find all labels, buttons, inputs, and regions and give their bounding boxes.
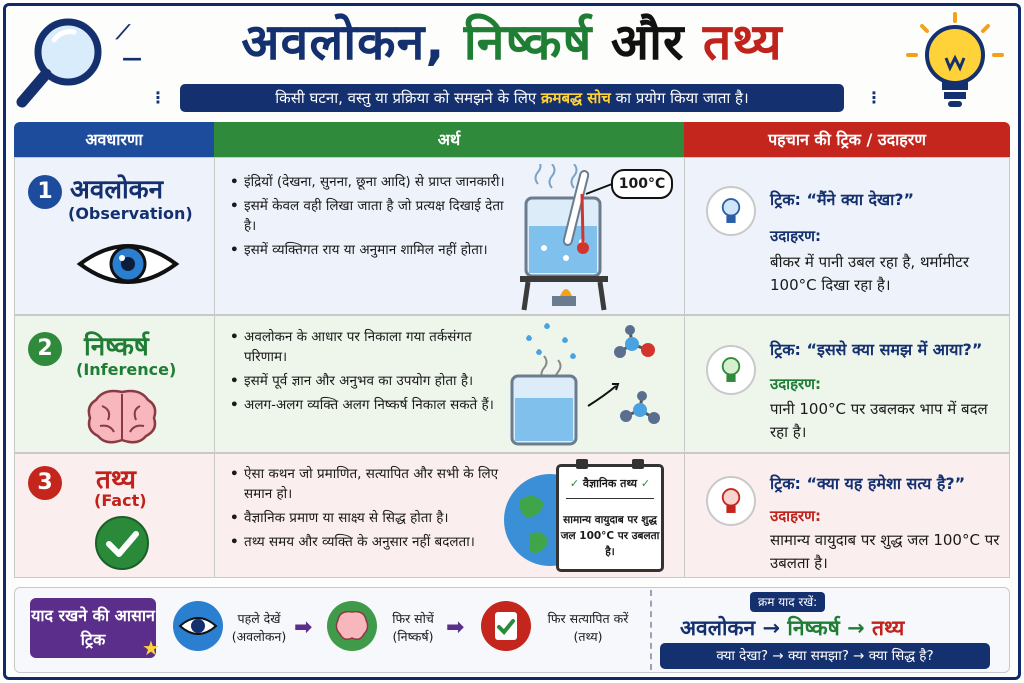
example-text: सामान्य वायुदाब पर शुद्ध जल 100°C पर उबलता है। <box>770 531 1000 572</box>
example-label: उदाहरण: <box>770 507 822 525</box>
clip-icon <box>632 459 644 469</box>
concept-name-en: (Inference) <box>76 360 177 379</box>
beaker-molecule-illustration <box>508 320 678 448</box>
number-badge: 3 <box>28 466 62 500</box>
clipboard-check-step-icon <box>480 600 532 652</box>
example-label: उदाहरण: <box>770 227 822 245</box>
star-icon: ★ <box>142 636 160 660</box>
title-observation: अवलोकन, <box>241 13 446 71</box>
clipboard-divider <box>566 498 654 499</box>
title-and: और <box>610 13 685 71</box>
order-questions: क्या देखा? → क्या समझा? → क्या सिद्ध है? <box>660 643 990 669</box>
bullet-list <box>230 464 505 556</box>
step-label: पहले देखें (अवलोकन) <box>231 611 287 644</box>
deco-lines-icon: ⋮ <box>866 88 882 107</box>
arrow-icon: ➡ <box>294 615 313 640</box>
clipboard-text: सामान्य वायुदाब पर शुद्ध जल 100°C पर उबलता है। <box>560 514 660 558</box>
concept-name: अवलोकन <box>70 175 164 205</box>
arrow-icon: ➡ <box>446 615 465 640</box>
bullet-item: • अलग-अलग व्यक्ति अलग निष्कर्ष निकाल सकते हैं। <box>230 395 505 415</box>
page-title <box>0 6 1024 74</box>
temperature-label: 100°C <box>618 176 666 192</box>
trick-question: ट्रिक: “क्या यह हमेशा सत्य है?” <box>770 474 966 493</box>
title-fact: तथ्य <box>702 13 783 71</box>
order-title: क्रम याद रखें: <box>750 592 825 612</box>
bulb-icon <box>706 476 756 526</box>
order-sequence: अवलोकन → निष्कर्ष → तथ्य <box>680 616 905 640</box>
bullet-list <box>230 172 505 264</box>
step-label: फिर सत्यापित करें (तथ्य) <box>547 611 629 644</box>
step-label: फिर सोचें (निष्कर्ष) <box>392 611 434 644</box>
example-label: उदाहरण: <box>770 375 822 393</box>
trick-question: ट्रिक: “इससे क्या समझ में आया?” <box>770 340 983 359</box>
example-text: बीकर में पानी उबल रहा है, थर्मामीटर 100°C दिखा रहा है। <box>770 253 969 294</box>
checkmark-icon <box>94 515 150 571</box>
concept-name: तथ्य <box>96 465 136 495</box>
bullet-item: • वैज्ञानिक प्रमाण या साक्ष्य से सिद्ध होता है। <box>230 508 505 528</box>
bullet-item: • इसमें व्यक्तिगत राय या अनुमान शामिल नहीं होता। <box>230 240 505 260</box>
brain-step-icon <box>326 600 378 652</box>
trick-question: ट्रिक: “मैंने क्या देखा?” <box>770 190 915 209</box>
concept-name-en: (Observation) <box>68 204 193 223</box>
number-badge: 1 <box>28 175 62 209</box>
bullet-item: • ऐसा कथन जो प्रमाणित, सत्यापित और सभी के लिए समान हो। <box>230 464 505 504</box>
bullet-list <box>230 327 505 419</box>
tip-label: याद रखने की आसान ट्रिक <box>30 598 156 658</box>
brain-icon <box>84 386 160 448</box>
deco-lines-icon: ⋮ <box>150 88 166 107</box>
number-badge: 2 <box>28 332 62 366</box>
title-inference: निष्कर्ष <box>463 13 593 71</box>
eye-icon <box>76 234 180 294</box>
panel-divider <box>650 590 652 670</box>
concept-name-en: (Fact) <box>94 491 147 510</box>
bullet-item: • इंद्रियों (देखना, सुनना, छूना आदि) से प्राप्त जानकारी। <box>230 172 505 192</box>
header-trick: पहचान की ट्रिक / उदाहरण <box>684 122 1010 157</box>
ray-icon: — <box>122 46 142 70</box>
header-concept: अवधारणा <box>14 122 214 157</box>
subtitle-banner: किसी घटना, वस्तु या प्रक्रिया को समझने के लिए क्रमबद्ध सोच का प्रयोग किया जाता है। <box>180 84 844 112</box>
clipboard-title: ✓ वैज्ञानिक तथ्य ✓ <box>569 477 651 490</box>
header-meaning: अर्थ <box>214 122 684 157</box>
bulb-icon <box>706 186 756 236</box>
bulb-icon <box>706 345 756 395</box>
bullet-item: • अवलोकन के आधार पर निकाला गया तर्कसंगत परिणाम। <box>230 327 505 367</box>
ray-icon: ⟋ <box>116 20 130 44</box>
eye-step-icon <box>172 600 224 652</box>
example-text: पानी 100°C पर उबलकर भाप में बदल रहा है। <box>770 400 988 441</box>
bullet-item: • तथ्य समय और व्यक्ति के अनुसार नहीं बदलता। <box>230 532 505 552</box>
bullet-item: • इसमें पूर्व ज्ञान और अनुभव का उपयोग होता है। <box>230 371 505 391</box>
concept-name: निष्कर्ष <box>84 332 149 362</box>
subtitle-highlight: क्रमबद्ध सोच <box>540 89 611 107</box>
clip-icon <box>576 459 588 469</box>
bullet-item: • इसमें केवल वही लिखा जाता है जो प्रत्यक्ष दिखाई देता है। <box>230 196 505 236</box>
